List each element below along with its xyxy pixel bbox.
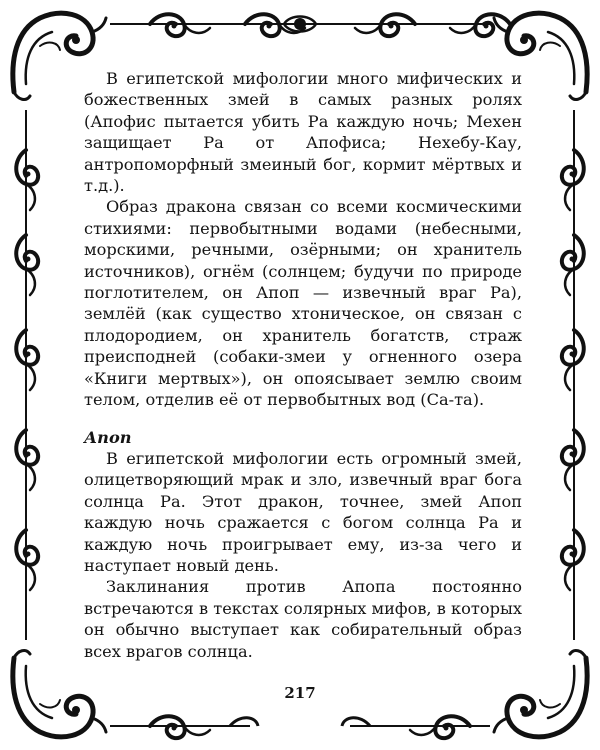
page-number: 217 <box>284 684 316 702</box>
paragraph: Образ дракона связан со всеми космическими стихиями: первобытными водами (небесными, морскими, речными, озёрными; он хранитель источников), огнём (солнцем; будучи по природе поглотителем, он Апоп — извечный враг Ра), землёй (как существо хтоническое, он связан с плодородием, он хранитель богатств, страж преисподней (собаки-змеи у огненного озера «Книги мертвых»), он опоясывает землю своим телом, отделив её от первобытных вод (Са-та). <box>84 197 522 410</box>
top-border <box>110 14 510 36</box>
paragraph: Заклинания против Апопа постоянно встречаются в текстах солярных мифов, в которых он обычно выступает как собирательный образ всех врагов солнца. <box>84 577 522 661</box>
main-text <box>84 68 522 662</box>
left-border <box>16 110 38 640</box>
bottom-border <box>110 716 490 738</box>
right-border <box>562 110 584 640</box>
paragraph: В египетской мифологии есть огромный змей, олицетворяющий мрак и зло, извечный враг бога солнца Ра. Этот дракон, точнее, змей Апоп каждую ночь сражается с богом солнца Ра и каждую ночь проигрывает ему, из-за чего и наступает новый день. <box>84 448 522 575</box>
section-heading: Апоп <box>84 427 132 447</box>
paragraph: В египетской мифологии много мифических и божественных змей в самых разных ролях (Апофис пытается убить Ра каждую ночь; Мехен защищает Ра от Апофиса; Нехебу-Кау, антропоморфный змеиный бог, кормит мёртвых и т.д.). <box>84 69 522 196</box>
